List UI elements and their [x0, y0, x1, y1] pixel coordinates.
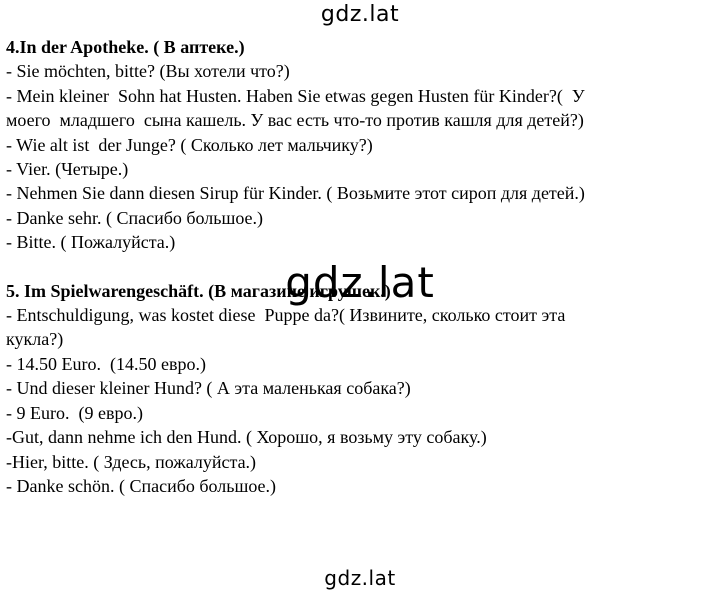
dialogue-line: - Vier. (Четыре.) — [6, 159, 129, 180]
dialogue-line: - Mein kleiner Sohn hat Husten. Haben Sie etwas gegen Husten für Kinder?( У — [6, 85, 585, 106]
dialogue-line: -Gut, dann nehme ich den Hund. ( Хорошо, я возьму эту собаку.) — [6, 427, 487, 448]
dialogue-line: - Entschuldigung, was kostet diese Puppe da?( Извините, сколько стоит эта — [6, 305, 566, 326]
dialogue-line: - Und dieser kleiner Hund? ( А эта маленькая собака?) — [6, 378, 411, 399]
dialogue-line: - Nehmen Sie dann diesen Sirup für Kinder. ( Возьмите этот сироп для детей.) — [6, 183, 585, 204]
watermark-middle: gdz.lat — [285, 258, 435, 307]
section-5-heading: 5. Im Spielwarengeschäft. (В магазине игрушек.) — [6, 280, 391, 301]
dialogue-line: -Hier, bitte. ( Здесь, пожалуйста.) — [6, 451, 257, 472]
watermark-bottom: gdz.lat — [324, 566, 396, 590]
dialogue-line: - Bitte. ( Пожалуйста.) — [6, 232, 176, 253]
dialogue-line: - Wie alt ist der Junge? ( Сколько лет мальчику?) — [6, 134, 373, 155]
section-4-heading: 4.In der Apotheke. ( В аптеке.) — [6, 37, 245, 57]
dialogue-line: - Danke schön. ( Спасибо большое.) — [6, 475, 277, 496]
dialogue-line: - 14.50 Euro. (14.50 евро.) — [6, 353, 206, 374]
dialogue-line: - Sie möchten, bitte? (Вы хотели что?) — [6, 61, 290, 82]
dialogue-line: моего младшего сына кашель. У вас есть что-то против кашля для детей?) — [6, 110, 584, 131]
watermark-top: gdz.lat — [320, 2, 400, 27]
dialogue-line: кукла?) — [6, 329, 64, 350]
dialogue-line: - Danke sehr. ( Спасибо большое.) — [6, 207, 264, 228]
dialogue-line: - 9 Euro. (9 евро.) — [6, 402, 143, 423]
